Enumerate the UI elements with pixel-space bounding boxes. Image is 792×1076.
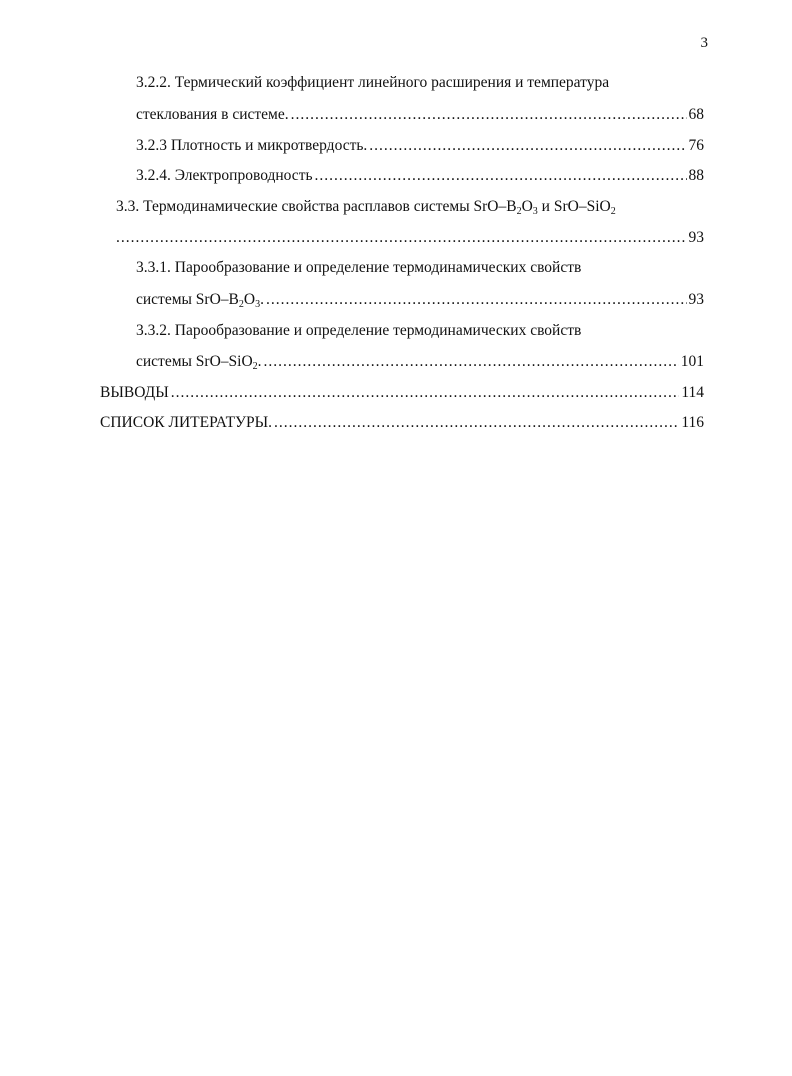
toc-page-number: 114 [681,384,704,401]
toc-page-number: 88 [688,167,704,184]
toc-page-number: 93 [688,291,704,308]
toc-page-number: 101 [680,353,704,370]
toc-entry-title: системы SrO–$B_2O_3$. [136,291,264,310]
dot-leader [266,290,687,310]
toc-page-number: 76 [688,137,704,154]
toc-entry-conclusions[interactable] [100,383,704,403]
toc-entry-3-3-1-title-line1: 3.3.1. Парообразование и определение термодинамических свойств [136,259,582,276]
toc-entry-3-3-2-title-line1: 3.3.2. Парообразование и определение термодинамических свойств [136,322,582,339]
toc-entry-title: 3.2.4. Электропроводность [136,167,313,184]
toc-entry-title: 3.2.3 Плотность и микротвердость. [136,137,368,154]
toc-entry-3-2-4[interactable] [136,166,704,186]
dot-leader [116,228,687,248]
page-number: 3 [700,35,708,51]
toc-entry-3-3[interactable] [116,228,704,248]
toc-entry-3-3-1[interactable] [136,290,704,310]
toc-page-number: 68 [688,106,704,123]
toc-entry-title: СПИСОК ЛИТЕРАТУРЫ. [100,414,273,431]
dot-leader [171,383,680,403]
toc-entry-3-3-title: 3.3. Термодинамические свойства расплавов системы SrO–$B_2O_3$ и SrO–SiO$_2$ [116,198,616,217]
dot-leader [315,166,687,186]
dot-leader [274,413,679,433]
toc-entry-3-3-2[interactable] [136,352,704,372]
toc-page-number: 93 [688,229,704,246]
toc-entry-title: системы SrO–SiO$_2$. [136,353,262,372]
dot-leader [291,105,687,125]
toc-entry-title: стеклования в системе. [136,106,289,123]
dot-leader [369,136,686,156]
toc-entry-title: ВЫВОДЫ [100,384,169,401]
dot-leader [264,352,679,372]
toc-entry-3-2-2-title-line1: 3.2.2. Термический коэффициент линейного расширения и температура [136,74,610,91]
toc-entry-references[interactable] [100,413,704,433]
toc-entry-3-2-2[interactable] [136,105,704,125]
toc-entry-3-2-3[interactable] [136,136,704,156]
toc-page-number: 116 [681,414,704,431]
